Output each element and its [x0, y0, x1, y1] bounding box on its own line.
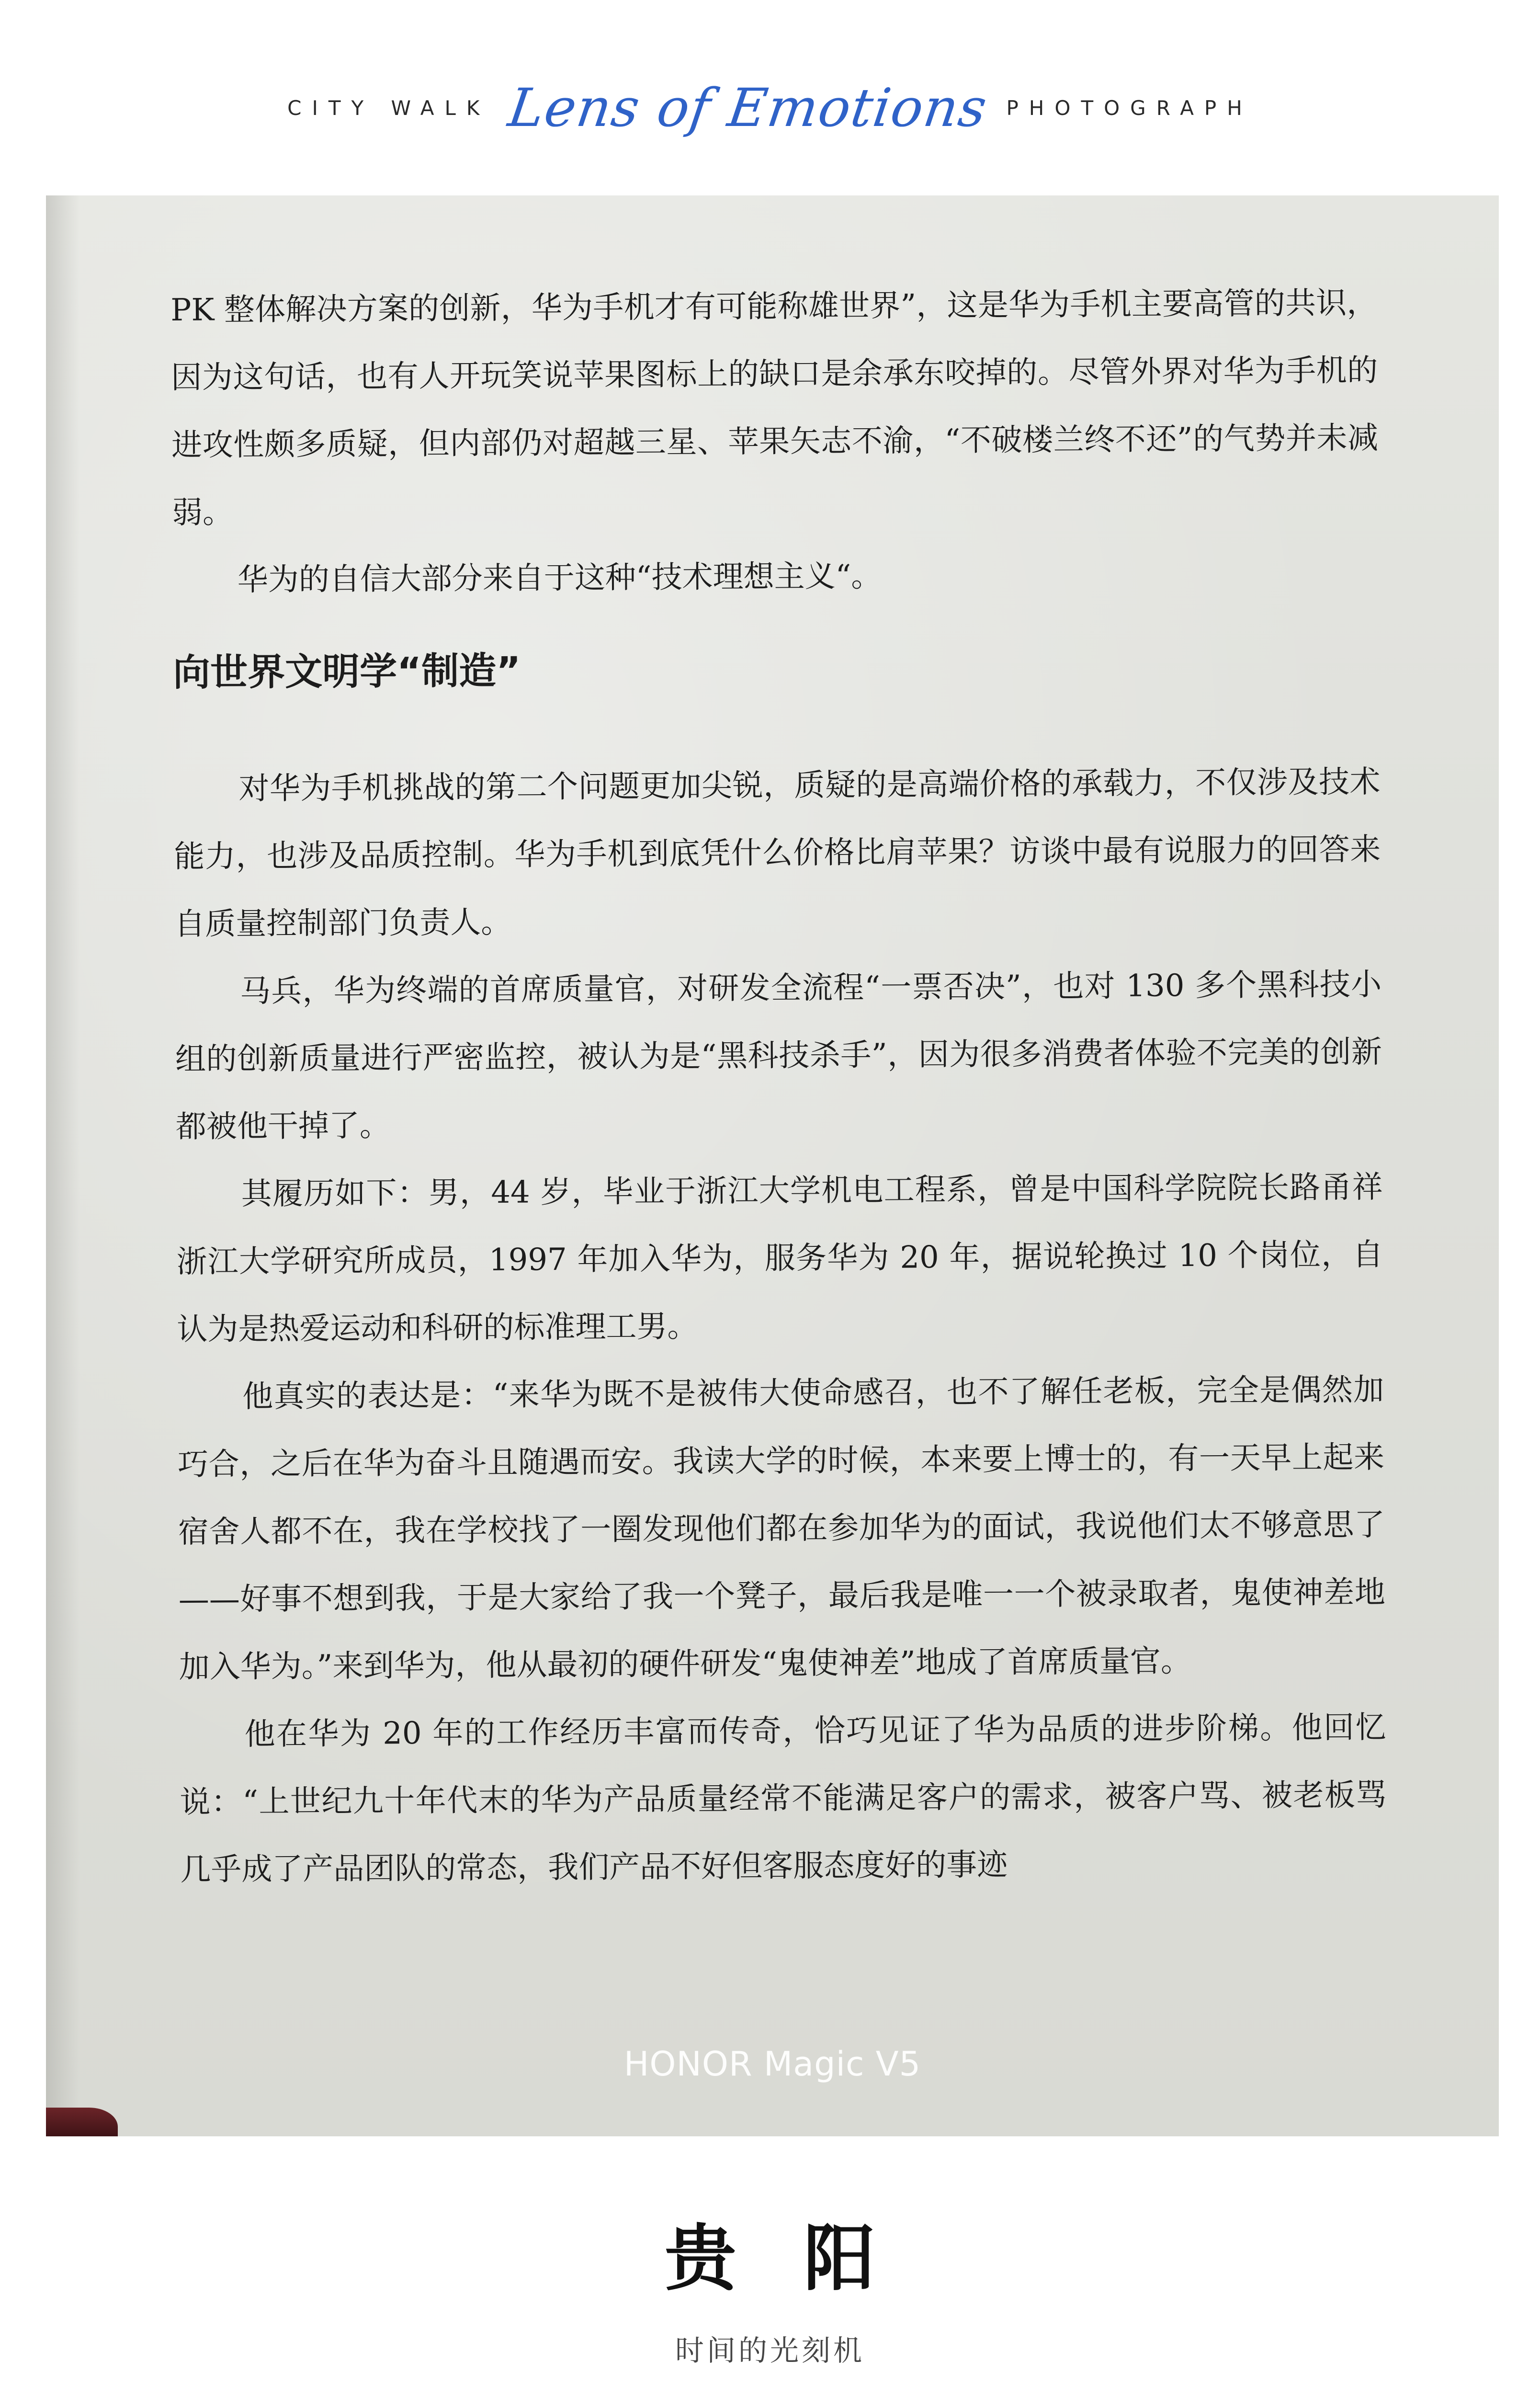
footer-subtitle: 时间的光刻机	[675, 2334, 865, 2368]
paragraph-6: 他真实的表达是：“来华为既不是被伟大使命感召，也不了解任老板，完全是偶然加巧合，之后在华为奋斗且随遇而安。我读大学的时候，本来要上博士的，有一天早上起来宿舍人都不在，我在学校找了一圈发现他们都在参加华为的面试，我说他们太不够意思了——好事不想到我，于是大家给了我一个凳子，最后我是唯一一个被录取者，鬼使神差地加入华为。”来到华为，他从最初的硬件研发“鬼使神差”地成了首席质量官。	[177, 1372, 1386, 1685]
footer-title: 贵阳	[664, 2216, 942, 2301]
paragraph-7: 他在华为 20 年的工作经历丰富而传奇，恰巧见证了华为品质的进步阶梯。他回忆说：“上世纪九十年代末的华为产品质量经常不能满足客户的需求，被客户骂、被老板骂几乎成了产品团队的常态，我们产品不好但客服态度好的事迹	[180, 1710, 1387, 1888]
spine-shadow	[46, 195, 79, 2136]
paragraph-1: PK 整体解决方案的创新，华为手机才有可能称雄世界”，这是华为手机主要高管的共识，因为这句话，也有人开玩笑说苹果图标上的缺口是余承东咬掉的。尽管外界对华为手机的进攻性颇多质疑，但内部仍对超越三星、苹果矢志不渝，“不破楼兰终不还”的气势并未减弱。	[170, 285, 1379, 531]
paragraph-3: 对华为手机挑战的第二个问题更加尖锐，质疑的是高端价格的承载力，不仅涉及技术能力，也涉及品质控制。华为手机到底凭什么价格比肩苹果？访谈中最有说服力的回答来自质量控制部门负责人。	[174, 764, 1381, 942]
header-right-tag: PHOTOGRAPH	[1006, 96, 1253, 120]
paragraph-2: 华为的自信大部分来自于这种“技术理想主义“。	[237, 558, 882, 598]
paragraph-4: 马兵，华为终端的首席质量官，对研发全流程“一票否决”，也对 130 多个黑科技小组的创新质量进行严密监控，被认为是“黑科技杀手”，因为很多消费者体验不完美的创新都被他干掉了。	[175, 967, 1382, 1145]
header	[0, 72, 1540, 144]
book-cover-edge	[46, 2108, 118, 2136]
book-page-photo	[46, 195, 1499, 2136]
camera-watermark: HONOR Magic V5	[623, 2044, 921, 2084]
page-text-block	[170, 270, 1387, 1904]
paragraph-5: 其履历如下：男，44 岁，毕业于浙江大学机电工程系，曾是中国科学院院长路甬祥浙江大学研究所成员，1997 年加入华为，服务华为 20 年，据说轮换过 10 个岗位，自认为是热爱运动和科研的标准理工男。	[176, 1169, 1383, 1347]
section-heading: 向世界文明学“制造”	[172, 649, 521, 695]
header-left-tag: CITY WALK	[287, 96, 490, 120]
header-script-title: Lens of Emotions	[505, 77, 992, 138]
